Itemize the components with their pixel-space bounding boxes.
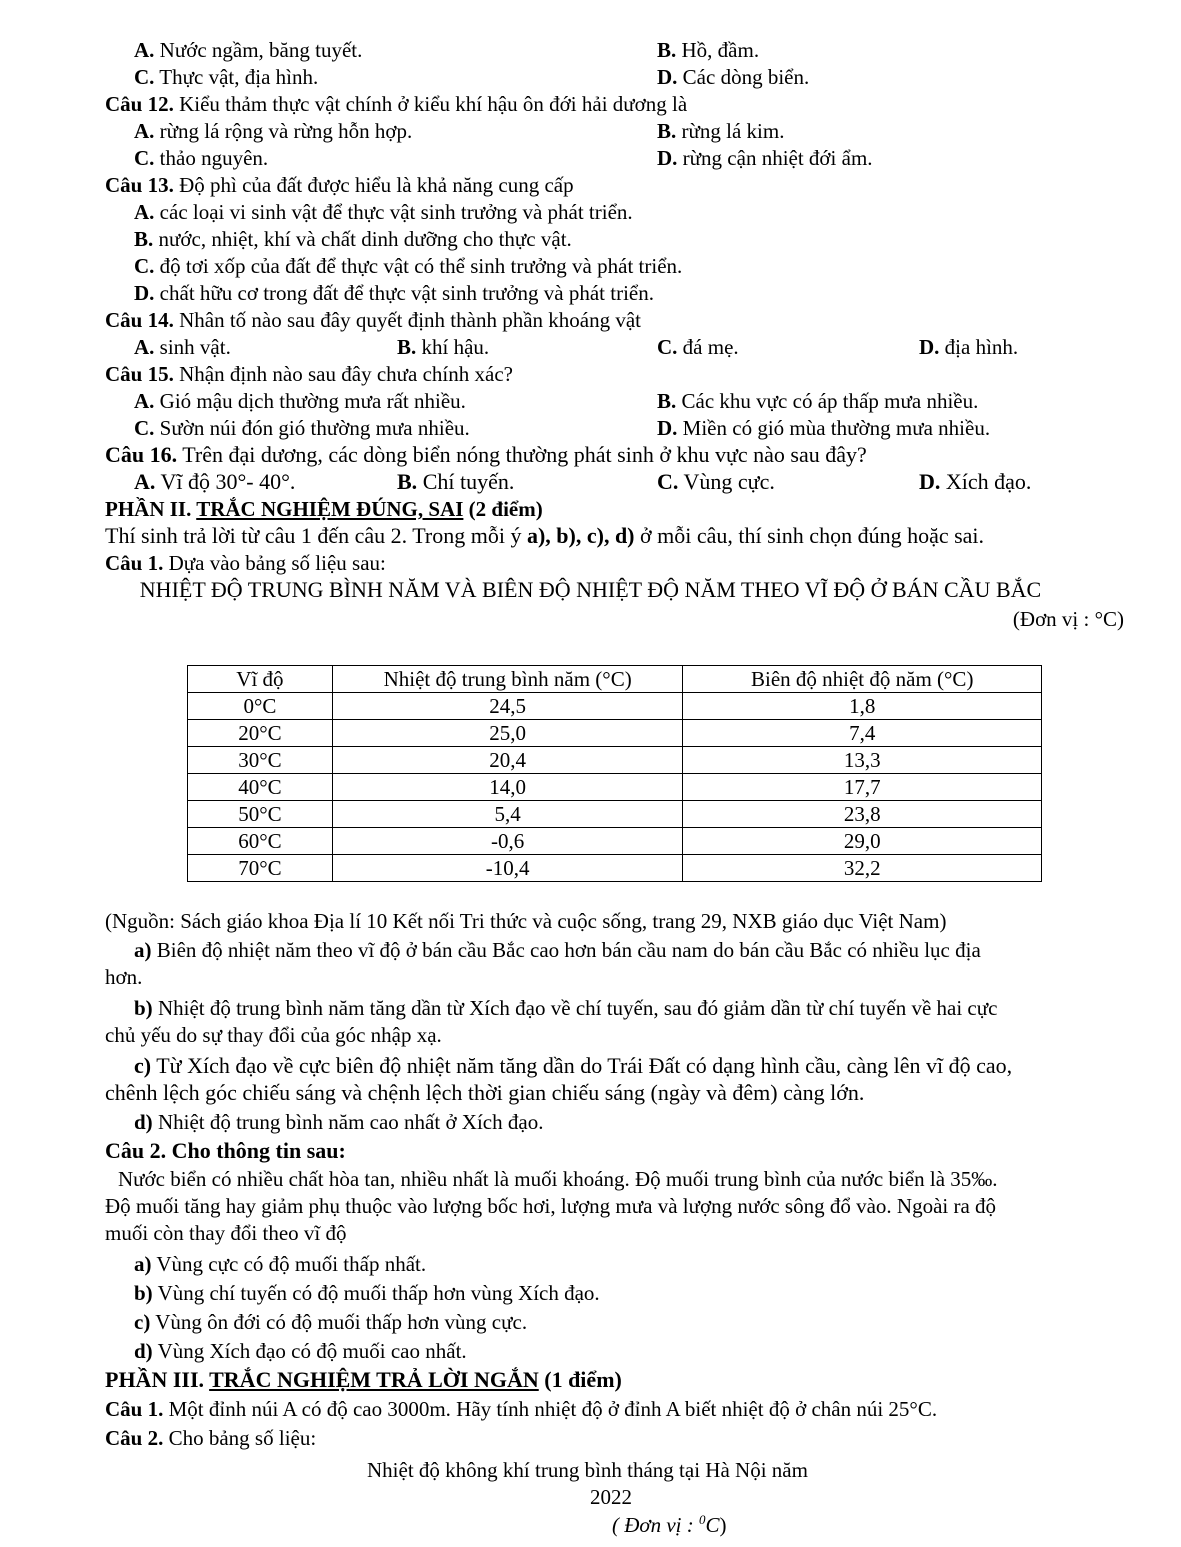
part3-question-1: Câu 1. Một đỉnh núi A có độ cao 3000m. Hãy tính nhiệt độ ở đỉnh A biết nhiệt độ ở chân núi 25°C.	[105, 1397, 938, 1421]
temperature-table	[187, 665, 1042, 882]
table-row	[188, 774, 1042, 801]
q16-option-c: C. Vùng cực.	[657, 469, 775, 494]
table-cell: 24,5	[332, 693, 683, 720]
question-15: Câu 15. Nhận định nào sau đây chưa chính xác?	[105, 362, 513, 386]
q11-option-c: C. Thực vật, địa hình.	[134, 65, 319, 89]
question-12: Câu 12. Kiểu thảm thực vật chính ở kiểu khí hậu ôn đới hải dương là	[105, 92, 688, 116]
q15-option-c: C. Sườn núi đón gió thường mưa nhiều.	[134, 416, 470, 440]
q14-option-d: D. địa hình.	[919, 335, 1019, 359]
table-cell: 29,0	[683, 828, 1042, 855]
table-cell: 60°C	[188, 828, 333, 855]
table-row	[188, 693, 1042, 720]
statement-b-line1: b) Nhiệt độ trung bình năm tăng dần từ Xích đạo về chí tuyến, sau đó giảm dần từ chí tuyến về hai cực	[134, 996, 998, 1020]
table-row	[188, 720, 1042, 747]
q16-option-d: D. Xích đạo.	[919, 469, 1032, 494]
q2-statement-a: a) Vùng cực có độ muối thấp nhất.	[134, 1252, 427, 1276]
part2-question-2: Câu 2. Cho thông tin sau:	[105, 1138, 346, 1163]
part3-question-2: Câu 2. Cho bảng số liệu:	[105, 1426, 317, 1450]
table-cell: 0°C	[188, 693, 333, 720]
q2-paragraph-line3: muối còn thay đổi theo vĩ độ	[105, 1221, 347, 1245]
q16-option-b: B. Chí tuyến.	[397, 469, 515, 494]
hanoi-table-year: 2022	[590, 1485, 632, 1509]
table-row	[188, 747, 1042, 774]
table-cell: 20,4	[332, 747, 683, 774]
table-header-cell: Nhiệt độ trung bình năm (°C)	[332, 666, 683, 693]
table-cell: 23,8	[683, 801, 1042, 828]
table-cell: 7,4	[683, 720, 1042, 747]
question-13: Câu 13. Độ phì của đất được hiểu là khả năng cung cấp	[105, 173, 574, 197]
part2-instructions: Thí sinh trả lời từ câu 1 đến câu 2. Trong mỗi ý a), b), c), d) ở mỗi câu, thí sinh chọn đúng hoặc sai.	[105, 523, 985, 548]
table-cell: 13,3	[683, 747, 1042, 774]
table-source: (Nguồn: Sách giáo khoa Địa lí 10 Kết nối Tri thức và cuộc sống, trang 29, NXB giáo dục Việt Nam)	[105, 909, 947, 933]
table-cell: 1,8	[683, 693, 1042, 720]
table-cell: 70°C	[188, 855, 333, 882]
table-header-row	[188, 666, 1042, 693]
q13-option-b: B. nước, nhiệt, khí và chất dinh dưỡng cho thực vật.	[134, 227, 572, 251]
table-cell: 14,0	[332, 774, 683, 801]
q12-option-b: B. rừng lá kim.	[657, 119, 785, 143]
question-16: Câu 16. Trên đại dương, các dòng biển nóng thường phát sinh ở khu vực nào sau đây?	[105, 442, 867, 467]
q15-option-a: A. Gió mậu dịch thường mưa rất nhiều.	[134, 389, 466, 413]
table-row	[188, 801, 1042, 828]
table-cell: -0,6	[332, 828, 683, 855]
table-cell: 20°C	[188, 720, 333, 747]
part3-heading: PHẦN III. TRẮC NGHIỆM TRẢ LỜI NGẮN (1 điểm)	[105, 1367, 622, 1392]
q2-paragraph-line2: Độ muối tăng hay giảm phụ thuộc vào lượng bốc hơi, lượng mưa và lượng nước sông đổ vào. Ngoài ra độ	[105, 1194, 997, 1218]
table-title: NHIỆT ĐỘ TRUNG BÌNH NĂM VÀ BIÊN ĐỘ NHIỆT ĐỘ NĂM THEO VĨ ĐỘ Ở BÁN CẦU BẮC	[139, 577, 1042, 602]
q12-option-d: D. rừng cận nhiệt đới ẩm.	[657, 146, 873, 170]
q14-option-c: C. đá mẹ.	[657, 335, 739, 359]
table-header-cell: Vĩ độ	[188, 666, 333, 693]
q13-option-a: A. các loại vi sinh vật để thực vật sinh trưởng và phát triển.	[134, 200, 633, 224]
hanoi-table-unit: ( Đơn vị : $^0$C)	[612, 1512, 727, 1537]
part2-heading: PHẦN II. TRẮC NGHIỆM ĐÚNG, SAI (2 điểm)	[105, 497, 543, 521]
statement-b-line2: chủ yếu do sự thay đổi của góc nhập xạ.	[105, 1023, 442, 1047]
statement-a-line2: hơn.	[105, 965, 143, 989]
statement-c-line1: c) Từ Xích đạo về cực biên độ nhiệt năm tăng dần do Trái Đất có dạng hình cầu, càng lên vĩ độ cao,	[134, 1053, 1013, 1078]
q12-option-c: C. thảo nguyên.	[134, 146, 269, 170]
table-cell: 40°C	[188, 774, 333, 801]
q14-option-b: B. khí hậu.	[397, 335, 490, 359]
table-unit: (Đơn vị : °C)	[1012, 607, 1124, 631]
q13-option-d: D. chất hữu cơ trong đất để thực vật sinh trưởng và phát triển.	[134, 281, 654, 305]
table-row	[188, 828, 1042, 855]
statement-a-line1: a) Biên độ nhiệt năm theo vĩ độ ở bán cầu Bắc cao hơn bán cầu nam do bán cầu Bắc có nhiều lục địa	[134, 938, 981, 962]
table-cell: 30°C	[188, 747, 333, 774]
q16-option-a: A. Vĩ độ 30°- 40°.	[134, 469, 296, 494]
q2-paragraph-line1: Nước biển có nhiều chất hòa tan, nhiều nhất là muối khoáng. Độ muối trung bình của nước biển là 35‰.	[118, 1167, 998, 1191]
q15-option-b: B. Các khu vực có áp thấp mưa nhiều.	[657, 389, 979, 413]
table-row	[188, 855, 1042, 882]
table-cell: 32,2	[683, 855, 1042, 882]
q15-option-d: D. Miền có gió mùa thường mưa nhiều.	[657, 416, 991, 440]
q11-option-a: A. Nước ngầm, băng tuyết.	[134, 38, 363, 62]
q2-statement-c: c) Vùng ôn đới có độ muối thấp hơn vùng cực.	[134, 1310, 528, 1334]
table-cell: 25,0	[332, 720, 683, 747]
statement-c-line2: chênh lệch góc chiếu sáng và chệnh lệch thời gian chiếu sáng (ngày và đêm) càng lớn.	[105, 1080, 865, 1105]
q2-statement-d: d) Vùng Xích đạo có độ muối cao nhất.	[134, 1339, 467, 1363]
q13-option-c: C. độ tơi xốp của đất để thực vật có thể sinh trưởng và phát triển.	[134, 254, 683, 278]
q14-option-a: A. sinh vật.	[134, 335, 231, 359]
q11-option-d: D. Các dòng biển.	[657, 65, 810, 89]
statement-d: d) Nhiệt độ trung bình năm cao nhất ở Xích đạo.	[134, 1110, 544, 1134]
table-cell: 50°C	[188, 801, 333, 828]
part2-question-1: Câu 1. Dựa vào bảng số liệu sau:	[105, 551, 386, 575]
q11-option-b: B. Hồ, đầm.	[657, 38, 760, 62]
table-cell: 17,7	[683, 774, 1042, 801]
table-cell: 5,4	[332, 801, 683, 828]
q12-option-a: A. rừng lá rộng và rừng hỗn hợp.	[134, 119, 413, 143]
table-header-cell: Biên độ nhiệt độ năm (°C)	[683, 666, 1042, 693]
table-cell: -10,4	[332, 855, 683, 882]
hanoi-table-title: Nhiệt độ không khí trung bình tháng tại Hà Nội năm	[367, 1458, 808, 1482]
question-14: Câu 14. Nhân tố nào sau đây quyết định thành phần khoáng vật	[105, 308, 642, 332]
q2-statement-b: b) Vùng chí tuyến có độ muối thấp hơn vùng Xích đạo.	[134, 1281, 600, 1305]
